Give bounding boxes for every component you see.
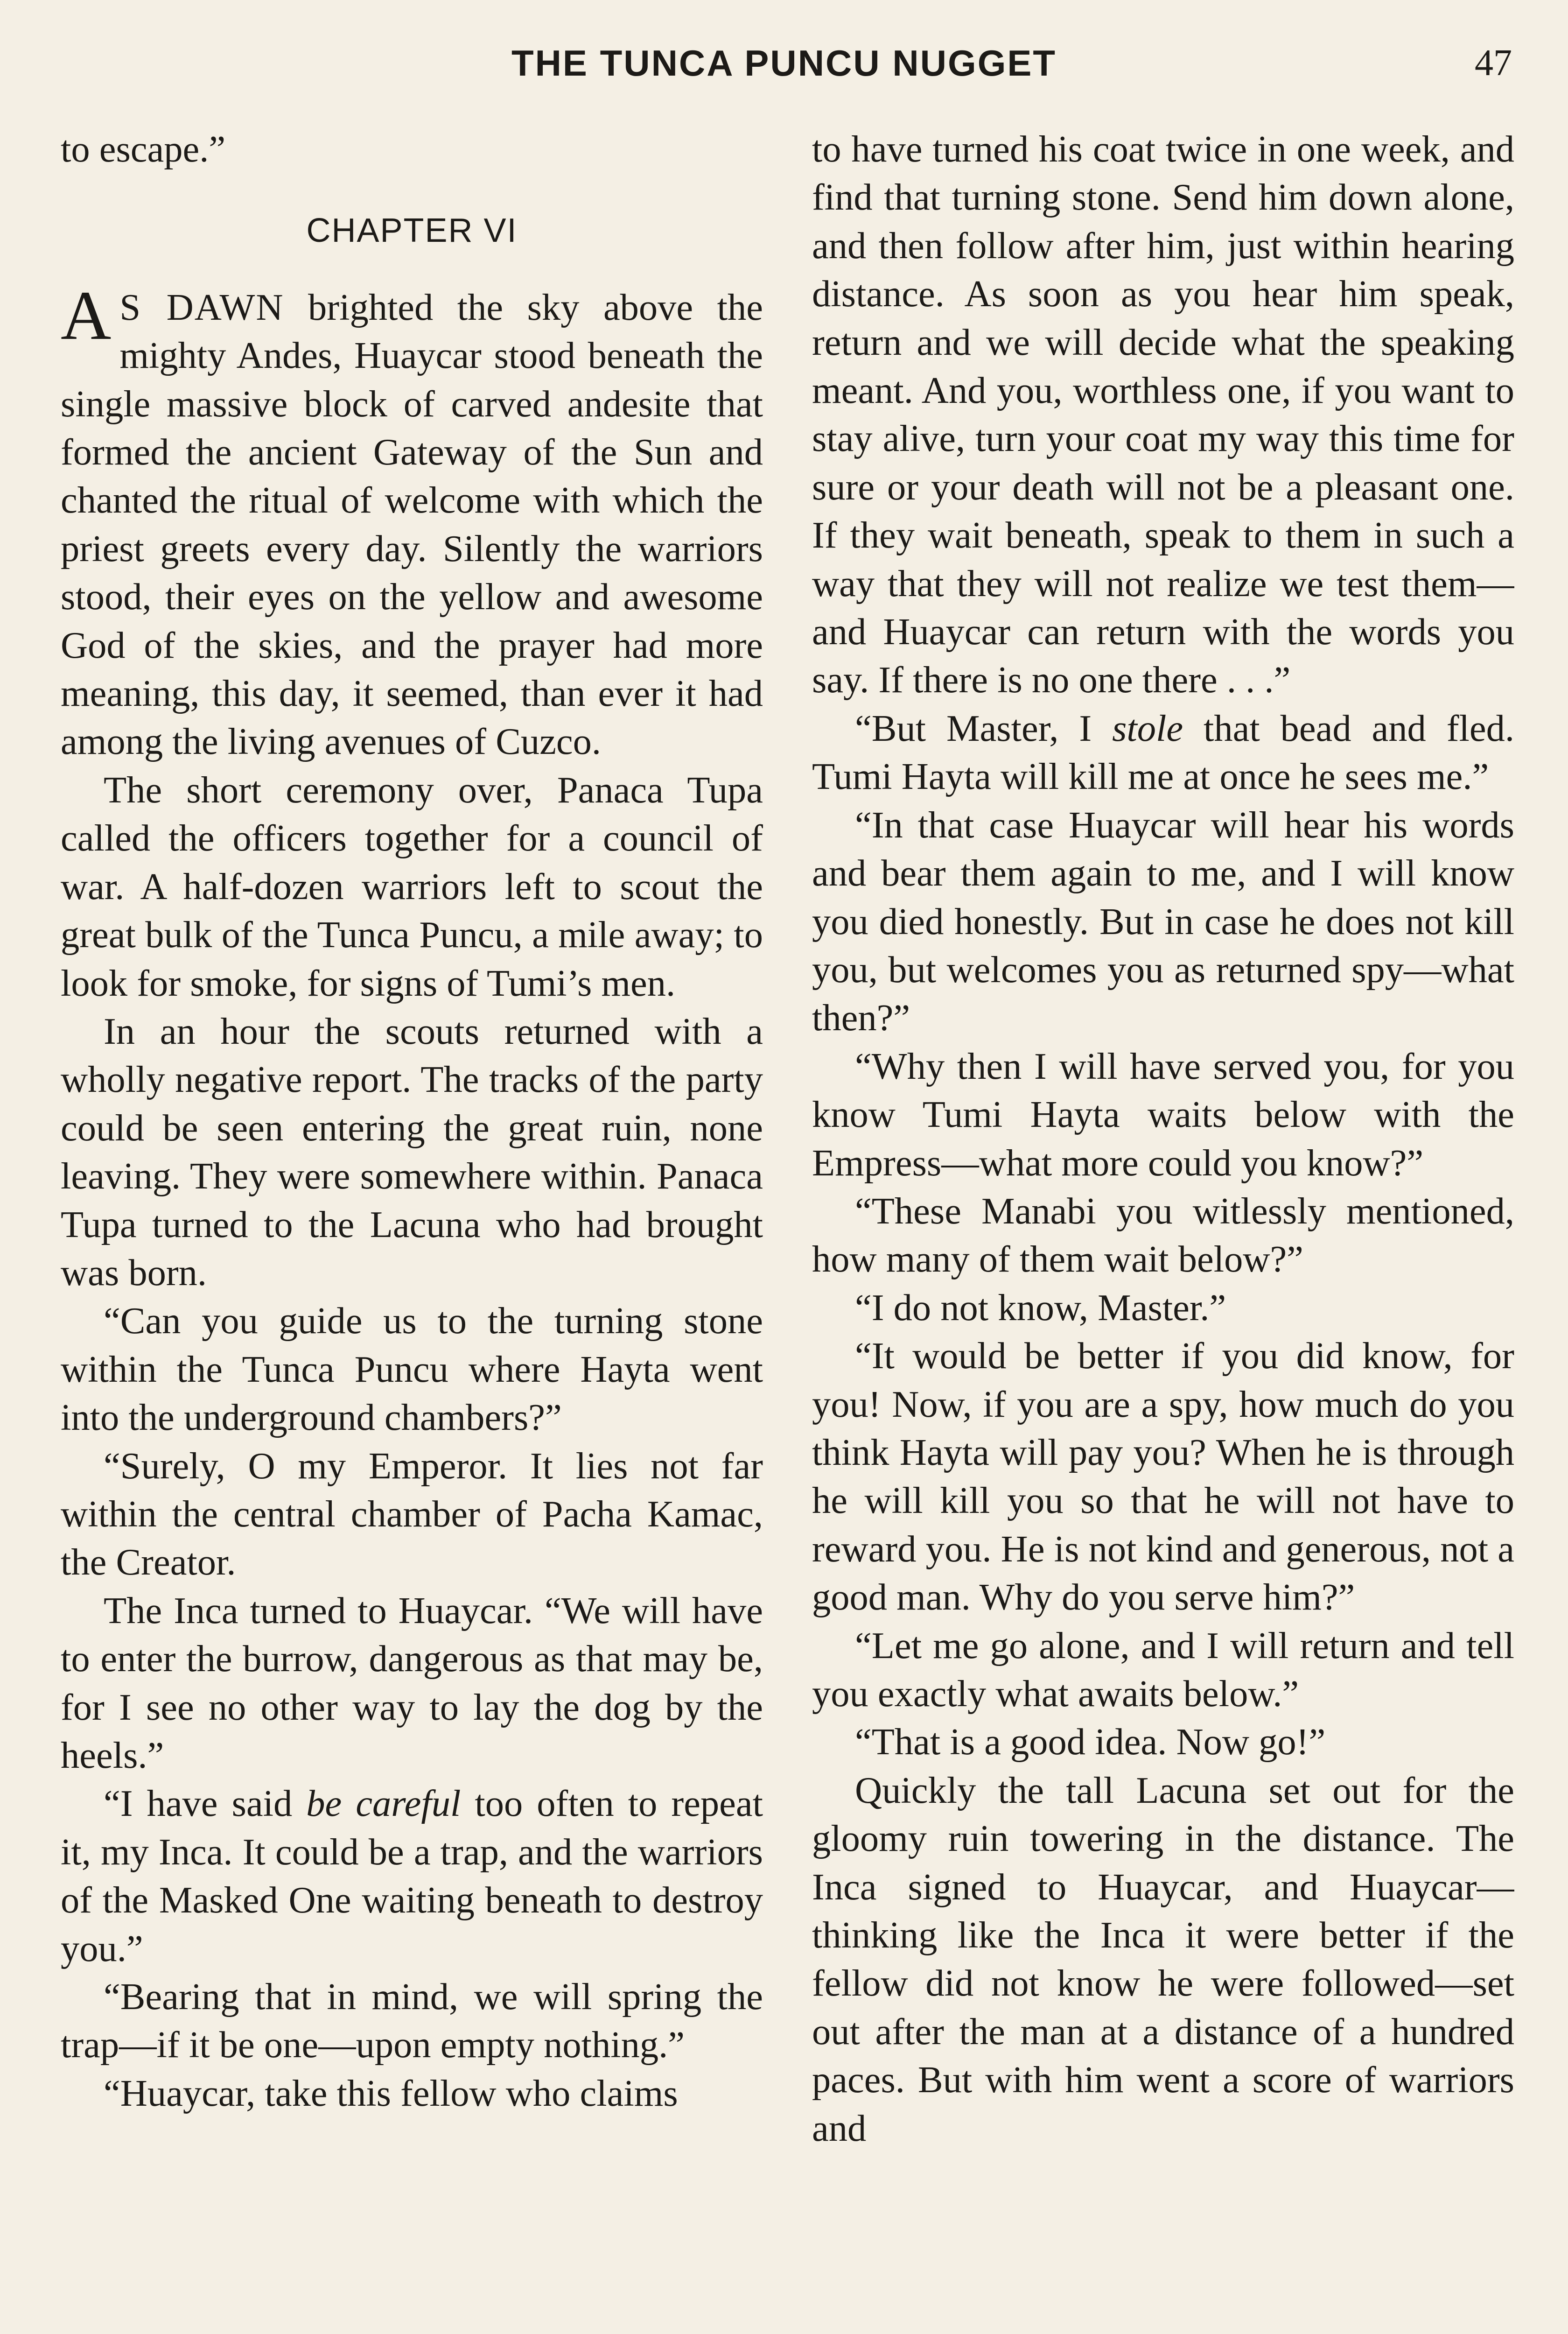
paragraph: “Why then I will have served you, for you know Tumi Hayta waits below with the Empress—what more could you know?”	[812, 1045, 1514, 1184]
paragraph: “Surely, O my Emperor. It lies not far within the central chamber of Pacha Kamac, the Creator.	[61, 1445, 763, 1583]
paragraph: “Huaycar, take this fellow who claims	[104, 2072, 678, 2114]
paragraph: “It would be better if you did know, for you! Now, if you are a spy, how much do you think Hayta will pay you? When he is through he will kill you so that he will not have to reward you. He is not kind and generous, not a good man. Why do you serve him?”	[812, 1335, 1514, 1618]
paragraph: In an hour the scouts returned with a wholly negative report. The tracks of the party could be seen entering the great ruin, none leaving. They were somewhere within. Panaca Tupa turned to the Lacuna who had brought was born.	[61, 1010, 763, 1294]
text-run: too often to repeat it, my Inca. It could be a trap, and the warriors of the Masked One waiting beneath to destroy you.”	[61, 1783, 763, 1969]
page-number: 47	[1475, 42, 1512, 84]
paragraph: “That is a good idea. Now go!”	[855, 1721, 1326, 1763]
running-title: THE TUNCA PUNCU NUGGET	[511, 42, 1057, 84]
paragraph	[61, 1779, 763, 1973]
continued-paragraph: to have turned his coat twice in one week, and find that turning stone. Send him down alone, and then follow after him, just within hearing distance. As soon as you hear him speak, return and we will decide what the speaking meant. And you, worthless one, if you want to stay alive, turn your coat my way this time for sure or your death will not be a pleasant one. If they wait beneath, speak to them in such a way that they will not realize we test them—and Huaycar can return with the words you say. If there is no one there . . .”	[812, 128, 1514, 701]
opening-lead: S DAWN	[119, 286, 284, 328]
paragraph: “I do not know, Master.”	[855, 1287, 1226, 1329]
paragraph: The short ceremony over, Panaca Tupa called the officers together for a council of war. A half-dozen warriors left to scout the great bulk of the Tunca Puncu, a mile away; to look for smoke, for signs of Tumi’s men.	[61, 769, 763, 1004]
paragraph: Quickly the tall Lacuna set out for the gloomy ruin towering in the distance. The Inca signed to Huaycar, and Huaycar—thinking like the Inca it were better if the fellow did not know he were followed—set out after the man at a distance of a hundred paces. But with him went a score of warriors and	[812, 1769, 1514, 2149]
chapter-heading: CHAPTER VI	[306, 212, 518, 250]
paragraph: The Inca turned to Huaycar. “We will have to enter the burrow, dangerous as that may be, for I see no other way to lay the dog by the heels.”	[61, 1589, 763, 1776]
paragraph	[812, 704, 1514, 801]
paragraph: “These Manabi you witlessly mentioned, how many of them wait below?”	[812, 1190, 1514, 1280]
continued-line: to escape.”	[61, 128, 226, 170]
page-header	[0, 33, 1568, 89]
paragraph: “Bearing that in mind, we will spring the trap—if it be one—upon empty nothing.”	[61, 1976, 763, 2066]
paragraph: “In that case Huaycar will hear his words and bear them again to me, and I will know you died honestly. But in case he does not kill you, but welcomes you as returned spy—what then?”	[812, 804, 1514, 1039]
text-run: “I have said	[104, 1783, 307, 1825]
paragraph: “Let me go alone, and I will return and tell you exactly what awaits below.”	[812, 1624, 1514, 1715]
italic-phrase: be careful	[306, 1783, 461, 1825]
text-run: “But Master, I	[855, 707, 1113, 749]
opening-text: brighted the sky above the mighty Andes, Huaycar stood beneath the single massive block of carved andesite that formed the ancient Gateway of the Sun and chanted the ritual of welcome with which the priest greets every day. Silently the warriors stood, their eyes on the yellow and awesome God of the skies, and the prayer had more meaning, this day, it seemed, than ever it had among the living avenues of Cuzco.	[61, 286, 763, 763]
right-column	[812, 125, 1514, 2334]
text-run: that bead and fled. Tumi Hayta will kill me at once he sees me.”	[812, 707, 1514, 798]
drop-cap: A	[61, 276, 112, 354]
italic-word: stole	[1112, 707, 1183, 749]
opening-paragraph	[61, 276, 763, 766]
paragraph: “Can you guide us to the turning stone within the Tunca Puncu where Hayta went into the underground chambers?”	[61, 1300, 763, 1439]
left-column	[61, 125, 763, 2334]
